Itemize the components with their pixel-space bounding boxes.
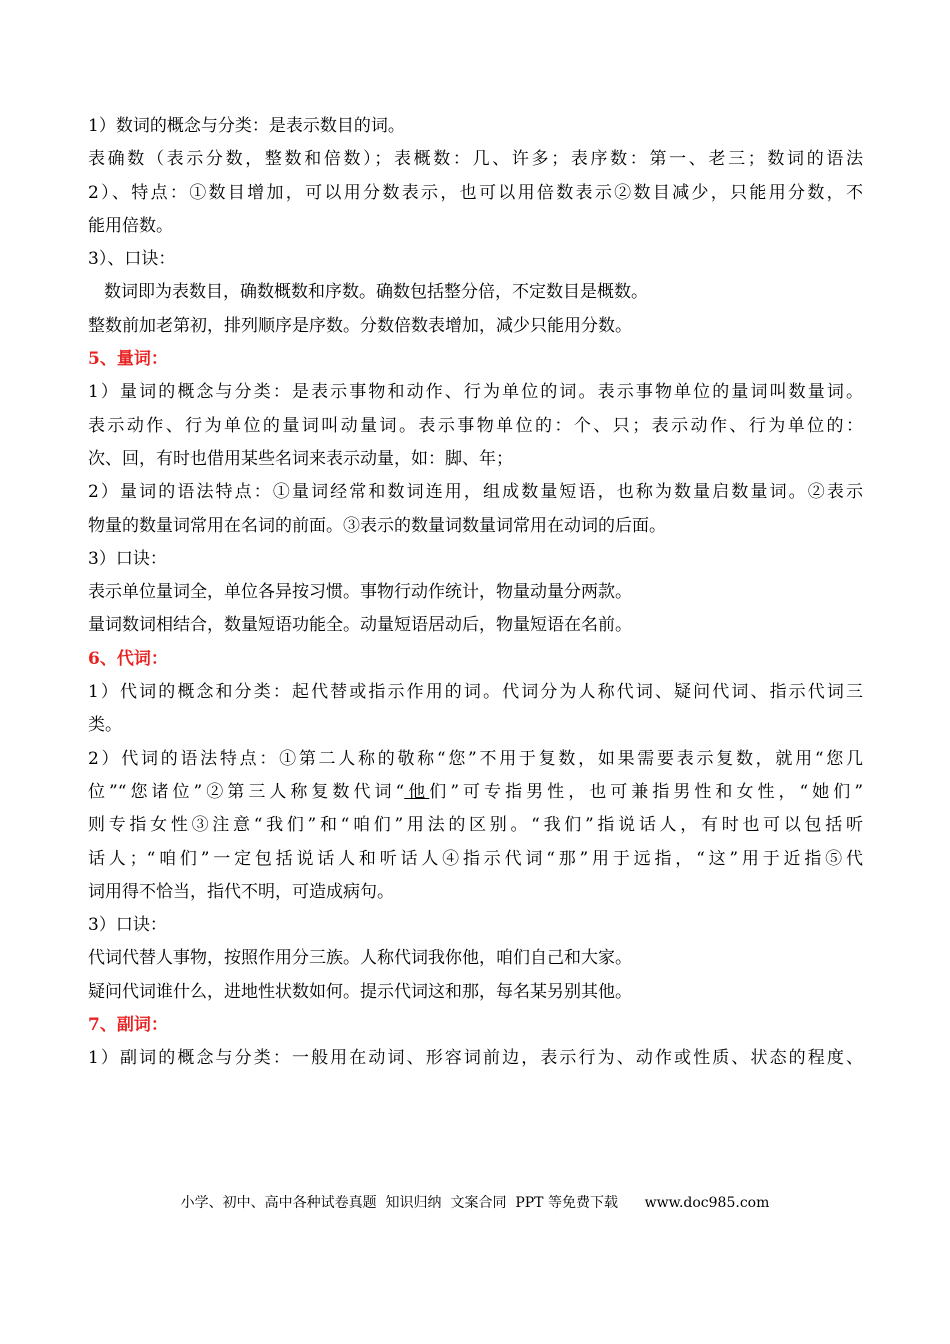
text-line: 物量的数量词常用在名词的前面。③表示的数量词数量词常用在动词的后面。	[88, 515, 666, 536]
text-line: 数词即为表数目，确数概数和序数。确数包括整分倍，不定数目是概数。	[104, 282, 648, 303]
text-line: 2）量词的语法特点：①量词经常和数词连用，组成数量短语，也称为数量启数量词。②表示	[88, 482, 863, 503]
text-line: 1）数词的概念与分类：是表示数目的词。	[88, 116, 405, 136]
text-line: 能用倍数。	[88, 215, 173, 236]
text-line: 1）副词的概念与分类：一般用在动词、形容词前边，表示行为、动作或性质、状态的程度、	[88, 1048, 863, 1069]
text-line: 次、回，有时也借用某些名词来表示动量，如：脚、年；	[88, 448, 513, 469]
text-line: 1）量词的概念与分类：是表示事物和动作、行为单位的词。表示事物单位的量词叫数量词。	[88, 382, 863, 403]
page-footer	[0, 1192, 950, 1212]
footer-text: 小学、初中、高中各种试卷真题 知识归纳 文案合同 PPT 等免费下载	[180, 1195, 618, 1211]
text-line: 量词数词相结合，数量短语功能全。动量短语居动后，物量短语在名前。	[88, 615, 632, 636]
text-line: 2）代词的语法特点：①第二人称的敬称“您”不用于复数，如果需要表示复数，就用“您几	[88, 748, 863, 769]
text-line: 1）代词的概念和分类：起代替或指示作用的词。代词分为人称代词、疑问代词、指示代词三	[88, 682, 863, 703]
text-line: 表确数（表示分数，整数和倍数）；表概数：几、许多；表序数：第一、老三；数词的语法	[88, 149, 863, 170]
text-line: 话人；“咱们”一定包括说话人和听话人④指示代词“那”用于远指，“这”用于近指⑤代	[88, 848, 863, 869]
underlined-char: 他	[404, 781, 430, 802]
text-line: 表示动作、行为单位的量词叫动量词。表示事物单位的：个、只；表示动作、行为单位的：	[88, 415, 863, 436]
text-line: 则专指女性③注意“我们”和“咱们”用法的区别。“我们”指说话人，有时也可以包括听	[88, 815, 863, 836]
text-line: 词用得不恰当，指代不明，可造成病句。	[88, 881, 394, 902]
section-heading: 5、量词：	[88, 349, 168, 370]
text-line: 3）、口诀：	[88, 249, 176, 270]
text-line: 3）口诀：	[88, 915, 167, 936]
document-body	[88, 110, 863, 1076]
section-heading: 7、副词：	[88, 1015, 168, 1036]
text-line: 表示单位量词全，单位各异按习惯。事物行动作统计，物量动量分两款。	[88, 582, 632, 603]
text-line: 整数前加老第初，排列顺序是序数。分数倍数表增加，减少只能用分数。	[88, 315, 632, 336]
section-heading: 6、代词：	[88, 648, 168, 669]
text-line: 3）口诀：	[88, 548, 167, 569]
text-line: 2）、特点：①数目增加，可以用分数表示，也可以用倍数表示②数目减少，只能用分数，不	[88, 182, 863, 203]
footer-url[interactable]: www.doc985.com	[644, 1195, 770, 1211]
text-line: 位”“您诸位”②第三人称复数代词“他们”可专指男性，也可兼指男性和女性，“她们”	[88, 781, 864, 802]
text-line: 代词代替人事物，按照作用分三族。人称代词我你他，咱们自己和大家。	[88, 948, 632, 969]
text-line: 类。	[88, 715, 122, 736]
text-line: 疑问代词谁什么，进地性状数如何。提示代词这和那，每名某另别其他。	[88, 981, 632, 1002]
